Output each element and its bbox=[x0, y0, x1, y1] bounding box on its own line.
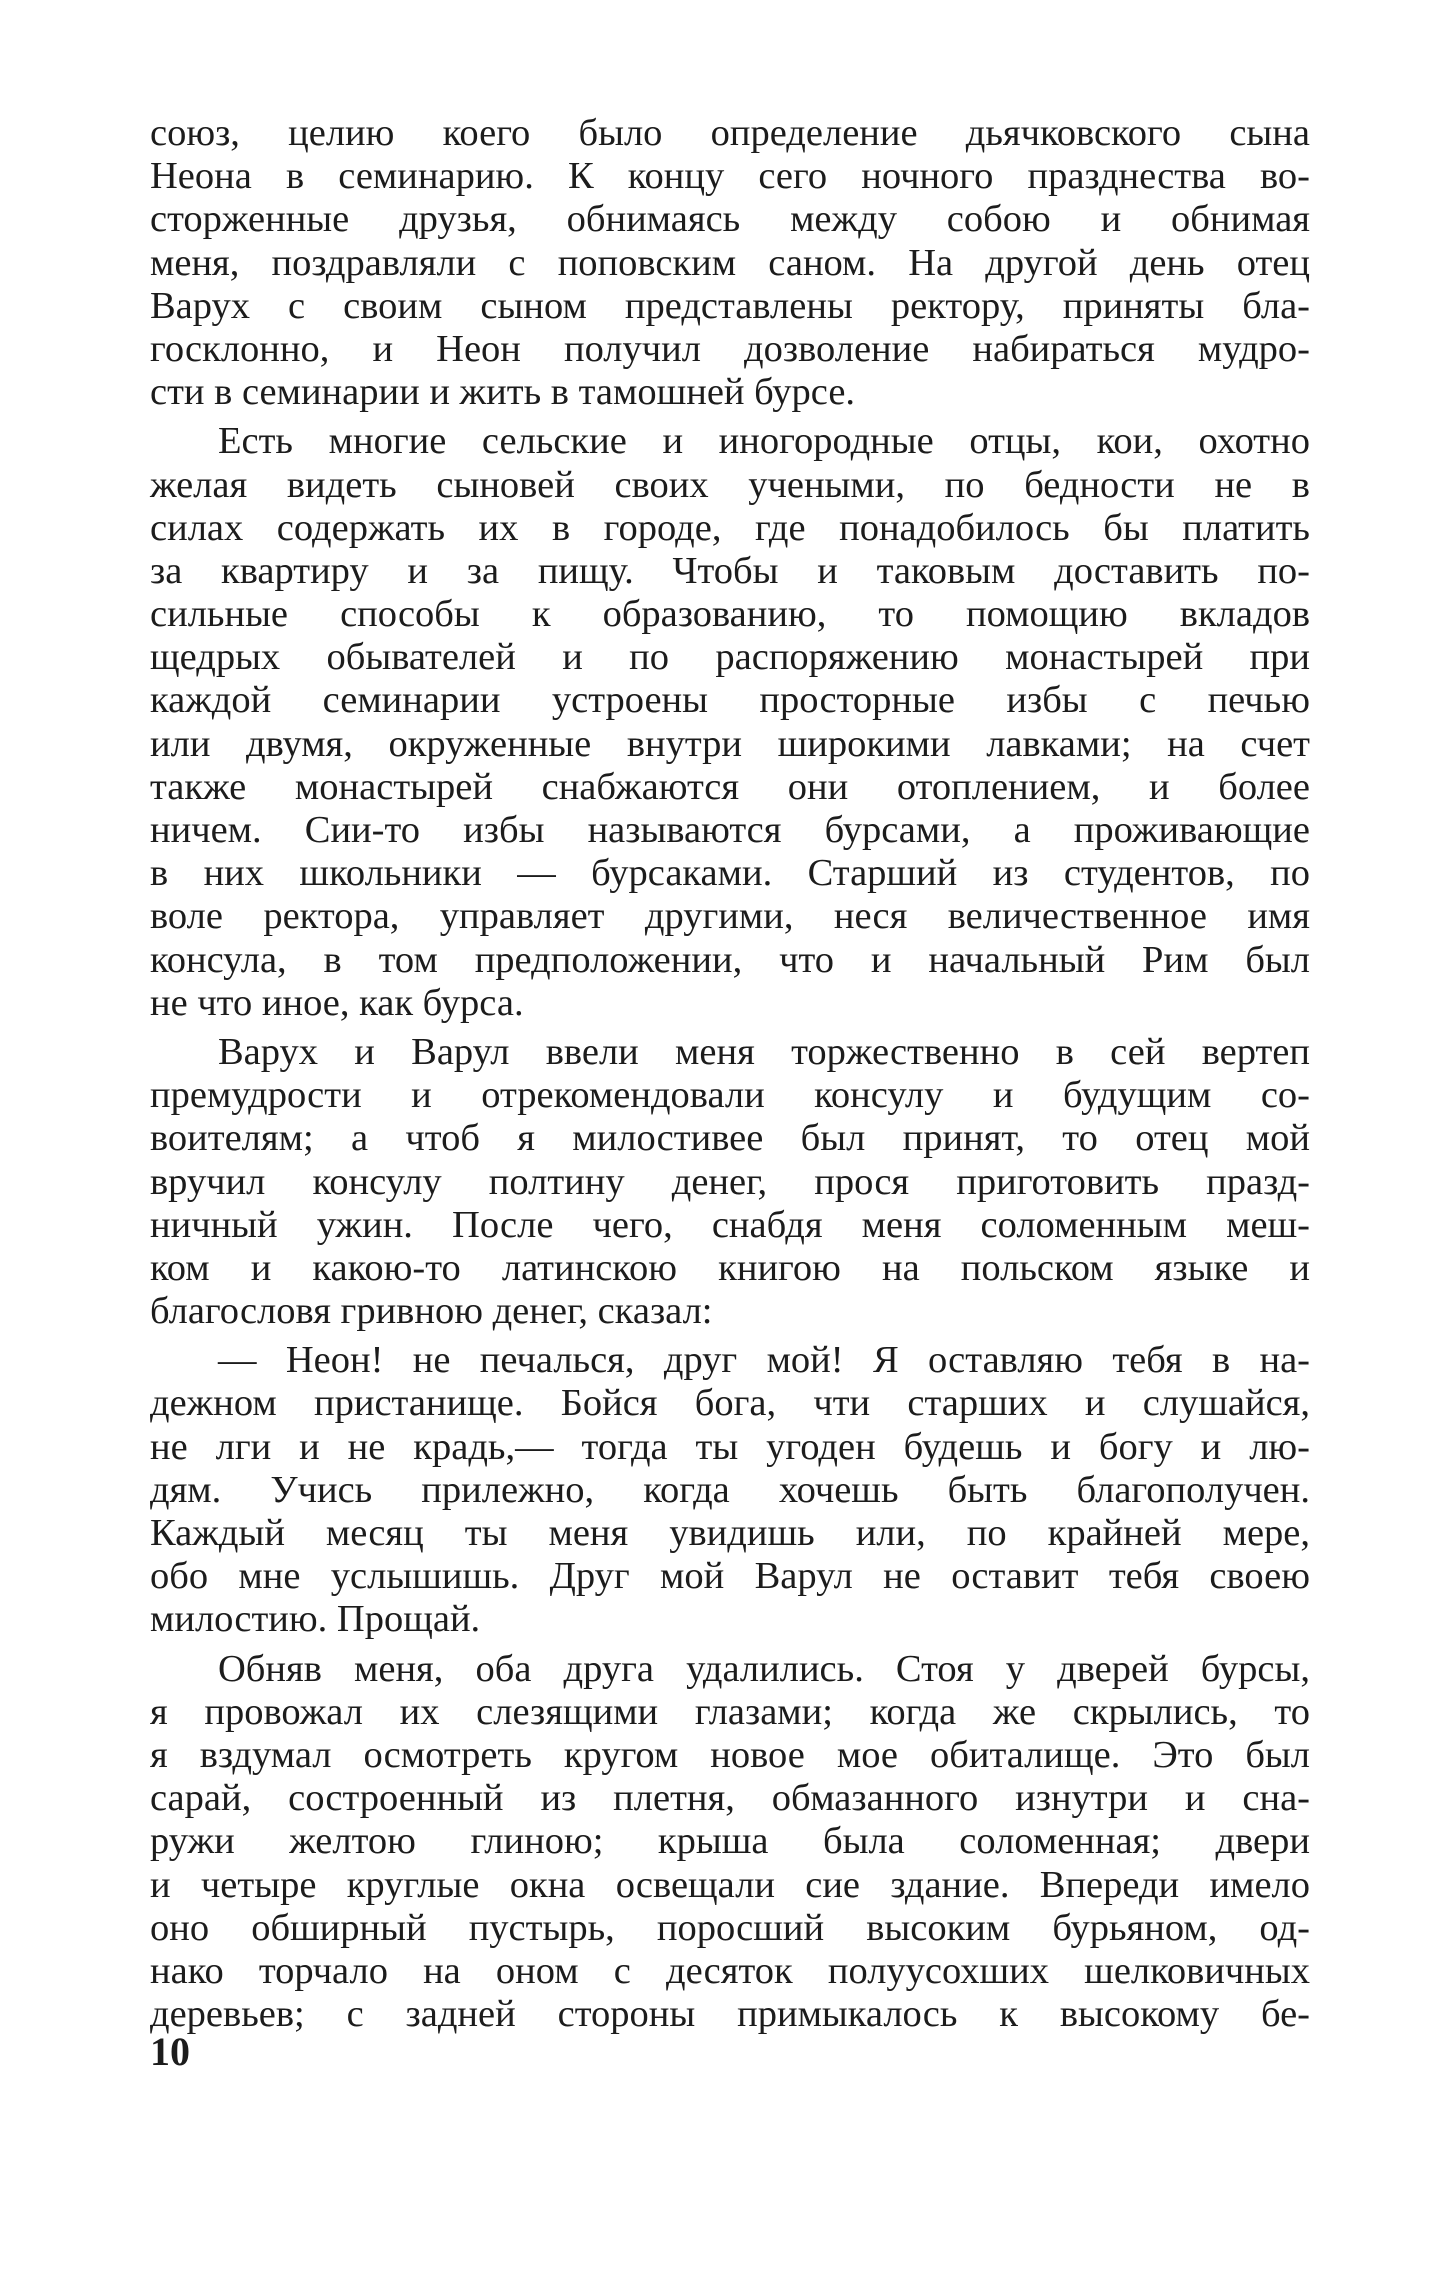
text-line: не что иное, как бурса. bbox=[150, 981, 524, 1024]
text-line: премудрости и отрекомендовали консулу и будущим со- bbox=[150, 1074, 1310, 1117]
text-line: и четыре круглые окна освещали сие здание. Впереди имело bbox=[150, 1863, 1310, 1906]
text-line: Варух с своим сыном представлены ректору, приняты бла- bbox=[150, 284, 1310, 327]
text-line: ружи желтою глиною; крыша была соломенная; двери bbox=[150, 1820, 1310, 1863]
text-line: меня, поздравляли с поповским саном. На другой день отец bbox=[150, 241, 1310, 284]
paragraph-1 bbox=[150, 112, 1310, 414]
text-line: в них школьники — бурсаками. Старший из студентов, по bbox=[150, 852, 1310, 895]
text-line: благословя гривною денег, сказал: bbox=[150, 1290, 713, 1333]
text-line: милостию. Прощай. bbox=[150, 1598, 481, 1641]
text-line: воле ректора, управляет другими, неся величественное имя bbox=[150, 895, 1310, 938]
text-line: госклонно, и Неон получил дозволение набираться мудро- bbox=[150, 327, 1310, 370]
text-line: ком и какою-то латинскою книгою на польском языке и bbox=[150, 1246, 1310, 1289]
text-line: силах содержать их в городе, где понадобилось бы платить bbox=[150, 506, 1310, 549]
text-line: я провожал их слезящими глазами; когда же скрылись, то bbox=[150, 1690, 1310, 1733]
text-line: Есть многие сельские и иногородные отцы, кои, охотно bbox=[218, 420, 1310, 463]
text-line: за квартиру и за пищу. Чтобы и таковым доставить по- bbox=[150, 549, 1310, 592]
text-line: обо мне услышишь. Друг мой Варул не оставит тебя своею bbox=[150, 1555, 1310, 1598]
text-line: сарай, состроенный из плетня, обмазанного изнутри и сна- bbox=[150, 1777, 1310, 1820]
text-line: или двумя, окруженные внутри широкими лавками; на счет bbox=[150, 722, 1310, 765]
text-line: я вздумал осмотреть кругом новое мое обиталище. Это был bbox=[150, 1733, 1310, 1776]
text-line: союз, целию коего было определение дьячковского сына bbox=[150, 112, 1310, 154]
page-number: 10 bbox=[150, 2029, 190, 2074]
page-body bbox=[150, 112, 1310, 2042]
text-line: Обняв меня, оба друга удалились. Стоя у дверей бурсы, bbox=[218, 1647, 1310, 1690]
text-line: не лги и не крадь,— тогда ты угоден будешь и богу и лю- bbox=[150, 1425, 1310, 1468]
text-line: также монастырей снабжаются они отоплением, и более bbox=[150, 765, 1310, 808]
text-line: каждой семинарии устроены просторные избы с печью bbox=[150, 679, 1310, 722]
text-line: Каждый месяц ты меня увидишь или, по крайней мере, bbox=[150, 1512, 1310, 1554]
text-line: вручил консулу полтину денег, прося приготовить празд- bbox=[150, 1160, 1310, 1203]
text-line: сильные способы к образованию, то помощию вкладов bbox=[150, 593, 1310, 636]
paragraph-2 bbox=[150, 420, 1310, 1025]
text-line: оно обширный пустырь, поросший высоким бурьяном, од- bbox=[150, 1906, 1310, 1949]
paragraph-5 bbox=[150, 1648, 1310, 2037]
text-line: желая видеть сыновей своих учеными, по бедности не в bbox=[150, 463, 1310, 506]
text-line: сторженные друзья, обнимаясь между собою и обнимая bbox=[150, 198, 1310, 241]
paragraph-4 bbox=[150, 1339, 1310, 1641]
text-line: нако торчало на оном с десяток полуусохших шелковичных bbox=[150, 1949, 1310, 1992]
text-line: воителям; а чтоб я милостивее был принят, то отец мой bbox=[150, 1117, 1310, 1160]
text-line: ничный ужин. После чего, снабдя меня соломенным меш- bbox=[150, 1203, 1310, 1246]
text-line: дежном пристанище. Бойся бога, чти старших и слушайся, bbox=[150, 1382, 1310, 1425]
text-line: деревьев; с задней стороны примыкалось к высокому бе- bbox=[150, 1993, 1310, 2036]
text-line: Неона в семинарию. К концу сего ночного празднества во- bbox=[150, 155, 1310, 198]
text-line: Варух и Варул ввели меня торжественно в сей вертеп bbox=[218, 1030, 1310, 1073]
text-line: — Неон! не печалься, друг мой! Я оставляю тебя в на- bbox=[218, 1339, 1310, 1382]
text-line: консула, в том предположении, что и начальный Рим был bbox=[150, 938, 1310, 981]
text-line: дям. Учись прилежно, когда хочешь быть благополучен. bbox=[150, 1468, 1310, 1511]
text-line: ничем. Сии-то избы называются бурсами, а проживающие bbox=[150, 809, 1310, 851]
text-line: сти в семинарии и жить в тамошней бурсе. bbox=[150, 371, 856, 414]
text-line: щедрых обывателей и по распоряжению монастырей при bbox=[150, 636, 1310, 679]
paragraph-3 bbox=[150, 1031, 1310, 1333]
